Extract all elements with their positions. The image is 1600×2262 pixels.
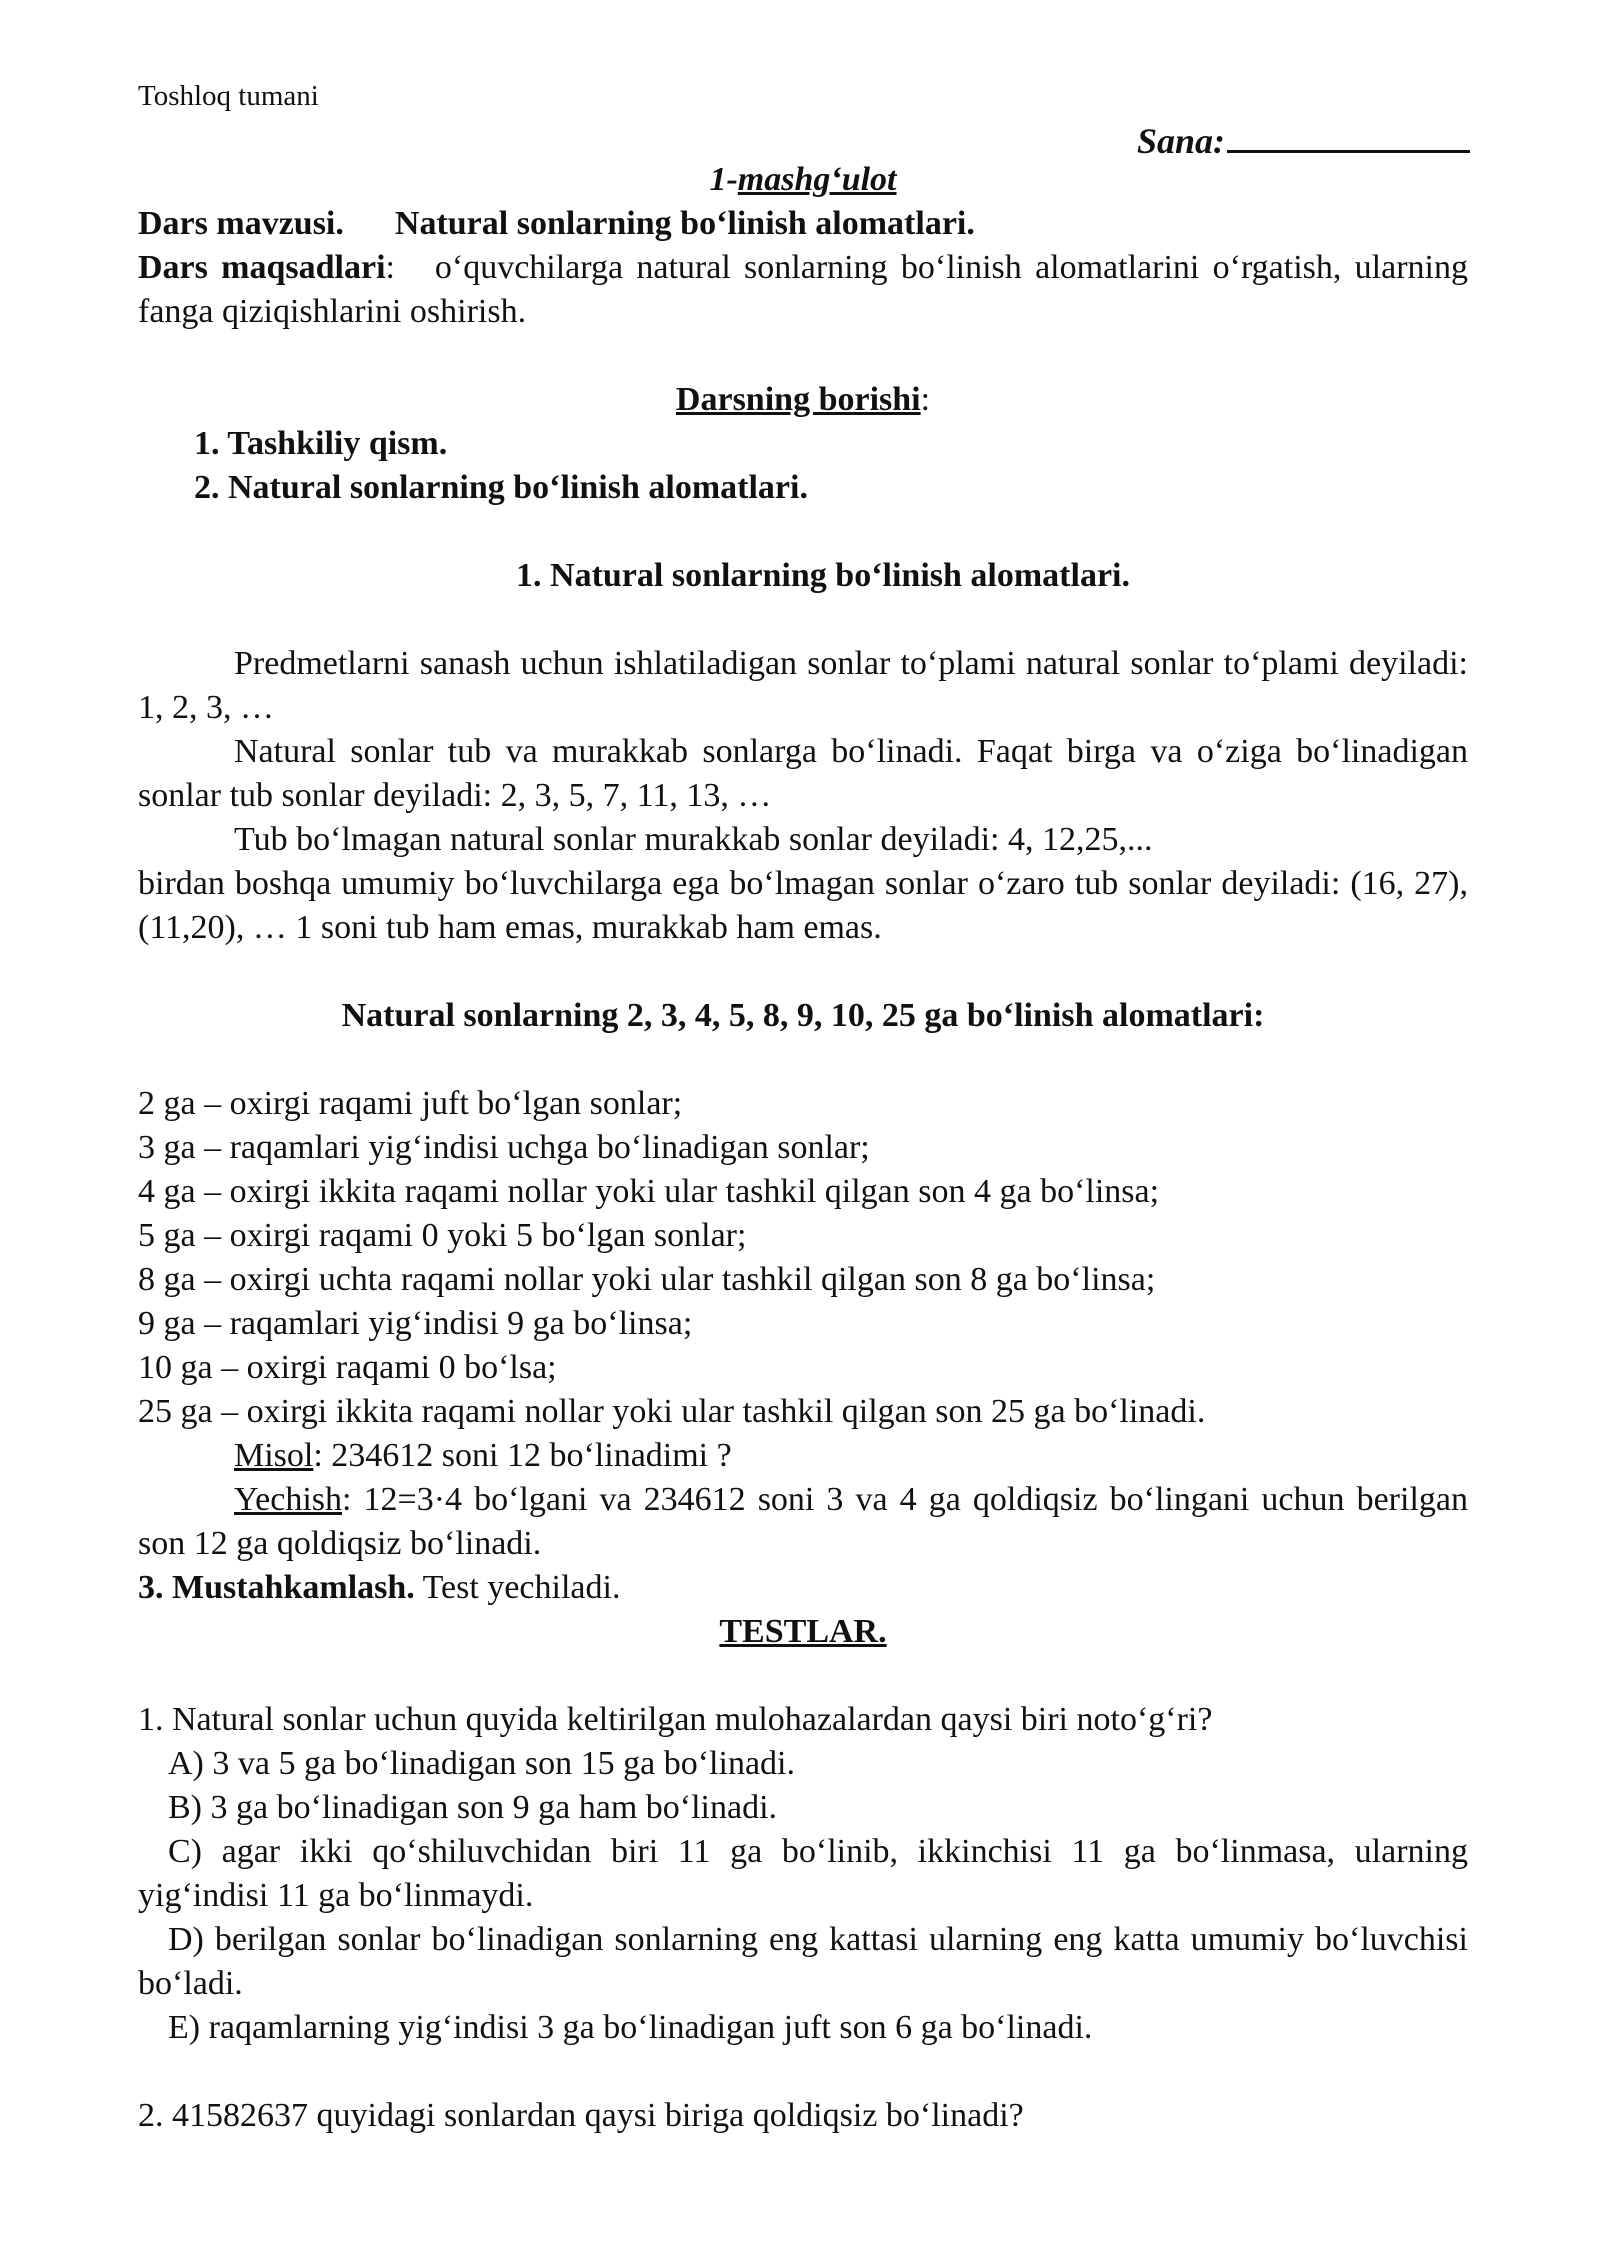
plan-heading-text: Darsning borishi xyxy=(675,381,921,418)
lesson-goals: Dars maqsadlari: o‘quvchilarga natural sonlarning bo‘linish alomatlarini o‘rgatish, ularning fanga qiziqishlarini oshirish. xyxy=(138,249,1468,330)
topic-label: Dars mavzusi. xyxy=(138,205,344,242)
plan-heading xyxy=(138,378,1468,422)
test-question: 1. Natural sonlar uchun quyida keltirilgan mulohazalardan qaysi biri noto‘g‘ri? xyxy=(138,1701,1213,1738)
spacer xyxy=(138,1654,1468,1698)
section1-paragraph: Tub bo‘lmagan natural sonlar murakkab sonlar deyiladi: 4, 12,25,... xyxy=(234,821,1153,858)
plan-item: 2. Natural sonlarning bo‘linish alomatlari. xyxy=(194,469,808,506)
test-option: A) 3 va 5 ga bo‘linadigan son 15 ga bo‘linadi. xyxy=(168,1745,795,1782)
spacer xyxy=(138,1038,1468,1082)
reinforcement xyxy=(138,1566,1468,1610)
divisibility-rules-list xyxy=(138,1082,1468,1434)
solution xyxy=(138,1478,1468,1566)
spacer xyxy=(138,510,1468,554)
solution-label: Yechish xyxy=(234,1481,343,1518)
test-option: B) 3 ga bo‘linadigan son 9 ga ham bo‘linadi. xyxy=(168,1789,778,1826)
date-blank-line xyxy=(1227,116,1470,153)
reinforcement-text: Test yechiladi. xyxy=(414,1569,621,1606)
lesson-topic xyxy=(138,202,1468,246)
goals-label: Dars maqsadlari xyxy=(138,249,386,286)
rule-item: 10 ga – oxirgi raqami 0 bo‘lsa; xyxy=(138,1349,557,1386)
spacer xyxy=(138,598,1468,642)
rule-item: 9 ga – raqamlari yig‘indisi 9 ga bo‘linsa; xyxy=(138,1305,693,1342)
lesson-number: 1- xyxy=(709,161,738,198)
example-text: : 234612 soni 12 bo‘linadimi ? xyxy=(313,1437,732,1474)
date-field xyxy=(1137,116,1470,163)
date-label: Sana: xyxy=(1136,121,1225,161)
rule-item: 5 ga – oxirgi raqami 0 yoki 5 bo‘lgan sonlar; xyxy=(138,1217,747,1254)
rule-item: 2 ga – oxirgi raqami juft bo‘lgan sonlar; xyxy=(138,1085,683,1122)
example xyxy=(138,1434,1468,1478)
test-question: 2. 41582637 quyidagi sonlardan qaysi biriga qoldiqsiz bo‘linadi? xyxy=(138,2097,1024,2134)
section1-paragraph: Predmetlarni sanash uchun ishlatiladigan sonlar to‘plami natural sonlar to‘plami deyiladi: 1, 2, 3, … xyxy=(138,645,1468,726)
rule-item: 25 ga – oxirgi ikkita raqami nollar yoki ular tashkil qilgan son 25 ga bo‘linadi. xyxy=(138,1393,1206,1430)
topic-text: Natural sonlarning bo‘linish alomatlari. xyxy=(394,205,975,242)
test-option: D) berilgan sonlar bo‘linadigan sonlarning eng kattasi ularning eng katta umumiy bo‘luvchisi bo‘ladi. xyxy=(138,1921,1468,2002)
rule-item: 4 ga – oxirgi ikkita raqami nollar yoki ular tashkil qilgan son 4 ga bo‘linsa; xyxy=(138,1173,1160,1210)
example-label: Misol xyxy=(234,1437,314,1474)
spacer xyxy=(138,950,1468,994)
goals-text: o‘quvchilarga natural sonlarning bo‘linish alomatlarini o‘rgatish, ularning fanga qiziqishlarini oshirish. xyxy=(138,249,1468,330)
plan-item: 1. Tashkiliy qism. xyxy=(194,425,448,462)
district-name: Toshloq tumani xyxy=(138,80,319,112)
rules-heading: Natural sonlarning 2, 3, 4, 5, 8, 9, 10, 25 ga bo‘linish alomatlari: xyxy=(341,997,1265,1034)
document-body xyxy=(138,158,1468,2138)
plan-list xyxy=(138,422,1468,510)
section1-paragraph: Natural sonlar tub va murakkab sonlarga bo‘linadi. Faqat birga va o‘ziga bo‘linadigan sonlar tub sonlar deyiladi: 2, 3, 5, 7, 11, 13, … xyxy=(138,733,1468,814)
rule-item: 3 ga – raqamlari yig‘indisi uchga bo‘linadigan sonlar; xyxy=(138,1129,870,1166)
reinforcement-label: 3. Mustahkamlash. xyxy=(138,1569,415,1606)
solution-text: : 12=3·4 bo‘lgani va 234612 soni 3 va 4 ga qoldiqsiz bo‘lingani uchun berilgan son 12 ga qoldiqsiz bo‘linadi. xyxy=(138,1481,1468,1562)
spacer xyxy=(138,2050,1468,2094)
section1-heading: 1. Natural sonlarning bo‘linish alomatlari. xyxy=(516,557,1130,594)
section1-paragraph: birdan boshqa umumiy bo‘luvchilarga ega bo‘lmagan sonlar o‘zaro tub sonlar deyiladi: (16, 27), (11,20), … 1 soni tub ham emas, murakkab ham emas. xyxy=(138,865,1468,946)
plan-heading-colon: : xyxy=(920,381,931,418)
spacer xyxy=(138,334,1468,378)
rule-item: 8 ga – oxirgi uchta raqami nollar yoki ular tashkil qilgan son 8 ga bo‘linsa; xyxy=(138,1261,1156,1298)
lesson-title-word: mashg‘ulot xyxy=(737,161,897,198)
test-option: E) raqamlarning yig‘indisi 3 ga bo‘linadigan juft son 6 ga bo‘linadi. xyxy=(168,2009,1093,2046)
lesson-title xyxy=(138,158,1468,202)
tests-heading: TESTLAR. xyxy=(719,1613,887,1650)
test-option: C) agar ikki qo‘shiluvchidan biri 11 ga bo‘linib, ikkinchisi 11 ga bo‘linmasa, ularning yig‘indisi 11 ga bo‘linmaydi. xyxy=(138,1833,1468,1914)
